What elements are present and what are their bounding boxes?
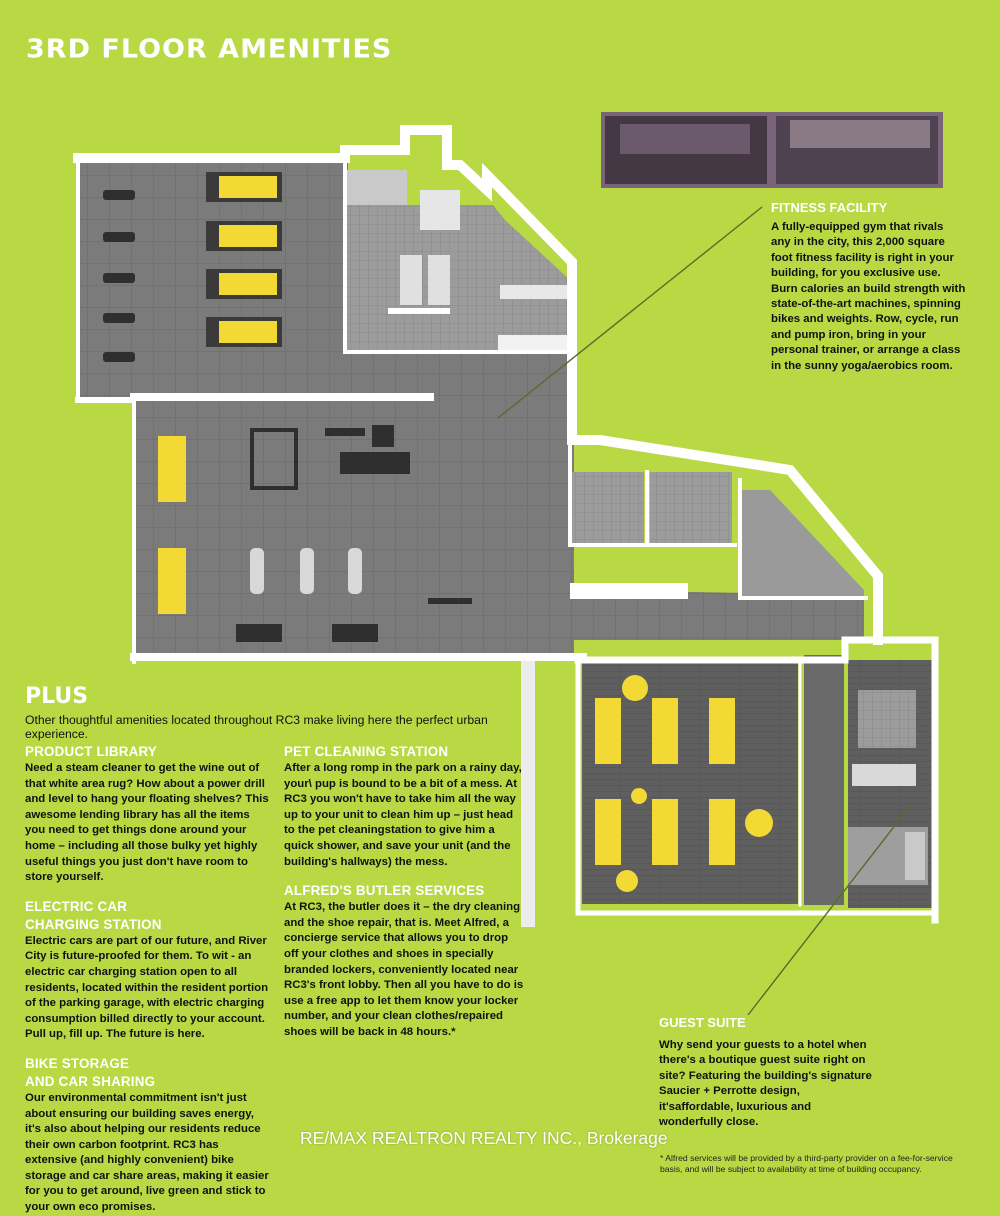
guest-suite-body: Why send your guests to a hotel when there's a boutique guest suite right on site? Featuring the building's signature Saucier + Perrotte design, it'saffordable, luxurious and wonderfully close. — [659, 1039, 872, 1129]
gym-photo — [601, 112, 943, 188]
middle-column — [284, 743, 524, 1041]
bike-storage-heading-1: BIKE STORAGE — [25, 1055, 130, 1071]
alfred-heading: ALFRED'S BUTLER SERVICES — [284, 883, 485, 899]
guest-suite-heading: GUEST SUITE — [659, 1015, 746, 1030]
fitness-callout — [771, 200, 966, 374]
washrooms — [570, 472, 864, 599]
fitness-body: A fully-equipped gym that rivals any in the city, this 2,000 square foot fitness facility is right in your building, for you exclusive use. Burn calories an build strength with state-of-the-art machines, spinning bikes and weights. Row, cycle, run and pump iron, bring in your personal trainer, or arrange a class in the sunny yoga/aerobics room. — [771, 221, 966, 372]
plus-heading: PLUS — [25, 684, 89, 709]
product-library-body: Need a steam cleaner to get the wine out of that white area rug? How about a power drill and level to hang your floating shelves? This awesome lending library has all the items you need to get things done around your home – including all those bulky yet highly useful things you just don't have room to store yourself. — [25, 762, 269, 884]
electric-car-heading-2: CHARGING STATION — [25, 916, 162, 932]
guest-suite-callout — [659, 1015, 939, 1130]
guest-suite-room — [848, 660, 936, 908]
electric-car-heading-1: ELECTRIC CAR — [25, 898, 128, 914]
bike-storage-heading-2: AND CAR SHARING — [25, 1073, 156, 1089]
plus-intro: Other thoughtful amenities located throughout RC3 make living here the perfect urban experience. — [25, 713, 488, 741]
alfred-body: At RC3, the butler does it – the dry cleaning and the shoe repair, that is. Meet Alfred, a concierge service that allows you to drop off your clothes and shoes in specially branded lockers, conveniently located near RC3's front lobby. Then all you have to do is use a free app to let them know your locker number, and your clean clothes/repaired shoes will be back in 48 hours.* — [284, 901, 524, 1038]
electric-car-body: Electric cars are part of our future, and River City is future-proofed for them. To wit - an electric car charging station open to all residents, located within the resident portion of the parking garage, with electric charging consumption billed directly to your account. Pull up, fill up. The future is here. — [25, 934, 269, 1041]
page-title: 3RD FLOOR AMENITIES — [26, 34, 393, 65]
yoga-room — [582, 655, 844, 905]
product-library-heading: PRODUCT LIBRARY — [25, 744, 157, 759]
left-column — [25, 743, 273, 1216]
fitness-heading: FITNESS FACILITY — [771, 200, 888, 215]
bike-storage-body: Our environmental commitment isn't just about ensuring our building saves energy, it's also about helping our residents reduce their own carbon footprint. RC3 has extensive (and highly convenient) bike storage and car share areas, making it easier for you to get around, live green and stick to your own eco promises. — [25, 1091, 269, 1214]
footnote: * Alfred services will be provided by a third-party provider on a fee-for-service basis, and will be subject to availability at time of building occupancy. — [660, 1153, 953, 1174]
pet-cleaning-body: After a long romp in the park on a rainy day, your\ pup is bound to be a bit of a mess. At RC3 you won't have to take him all the way up to your unit to clean him up – just head to the pet cleaningstation to give him a quick shower, and save your unit (and the building's hallways) the mess. — [284, 762, 522, 868]
change-room-top — [347, 170, 570, 353]
pet-cleaning-heading: PET CLEANING STATION — [284, 744, 449, 759]
brokerage-watermark: RE/MAX REALTRON REALTY INC., Brokerage — [300, 1128, 668, 1148]
